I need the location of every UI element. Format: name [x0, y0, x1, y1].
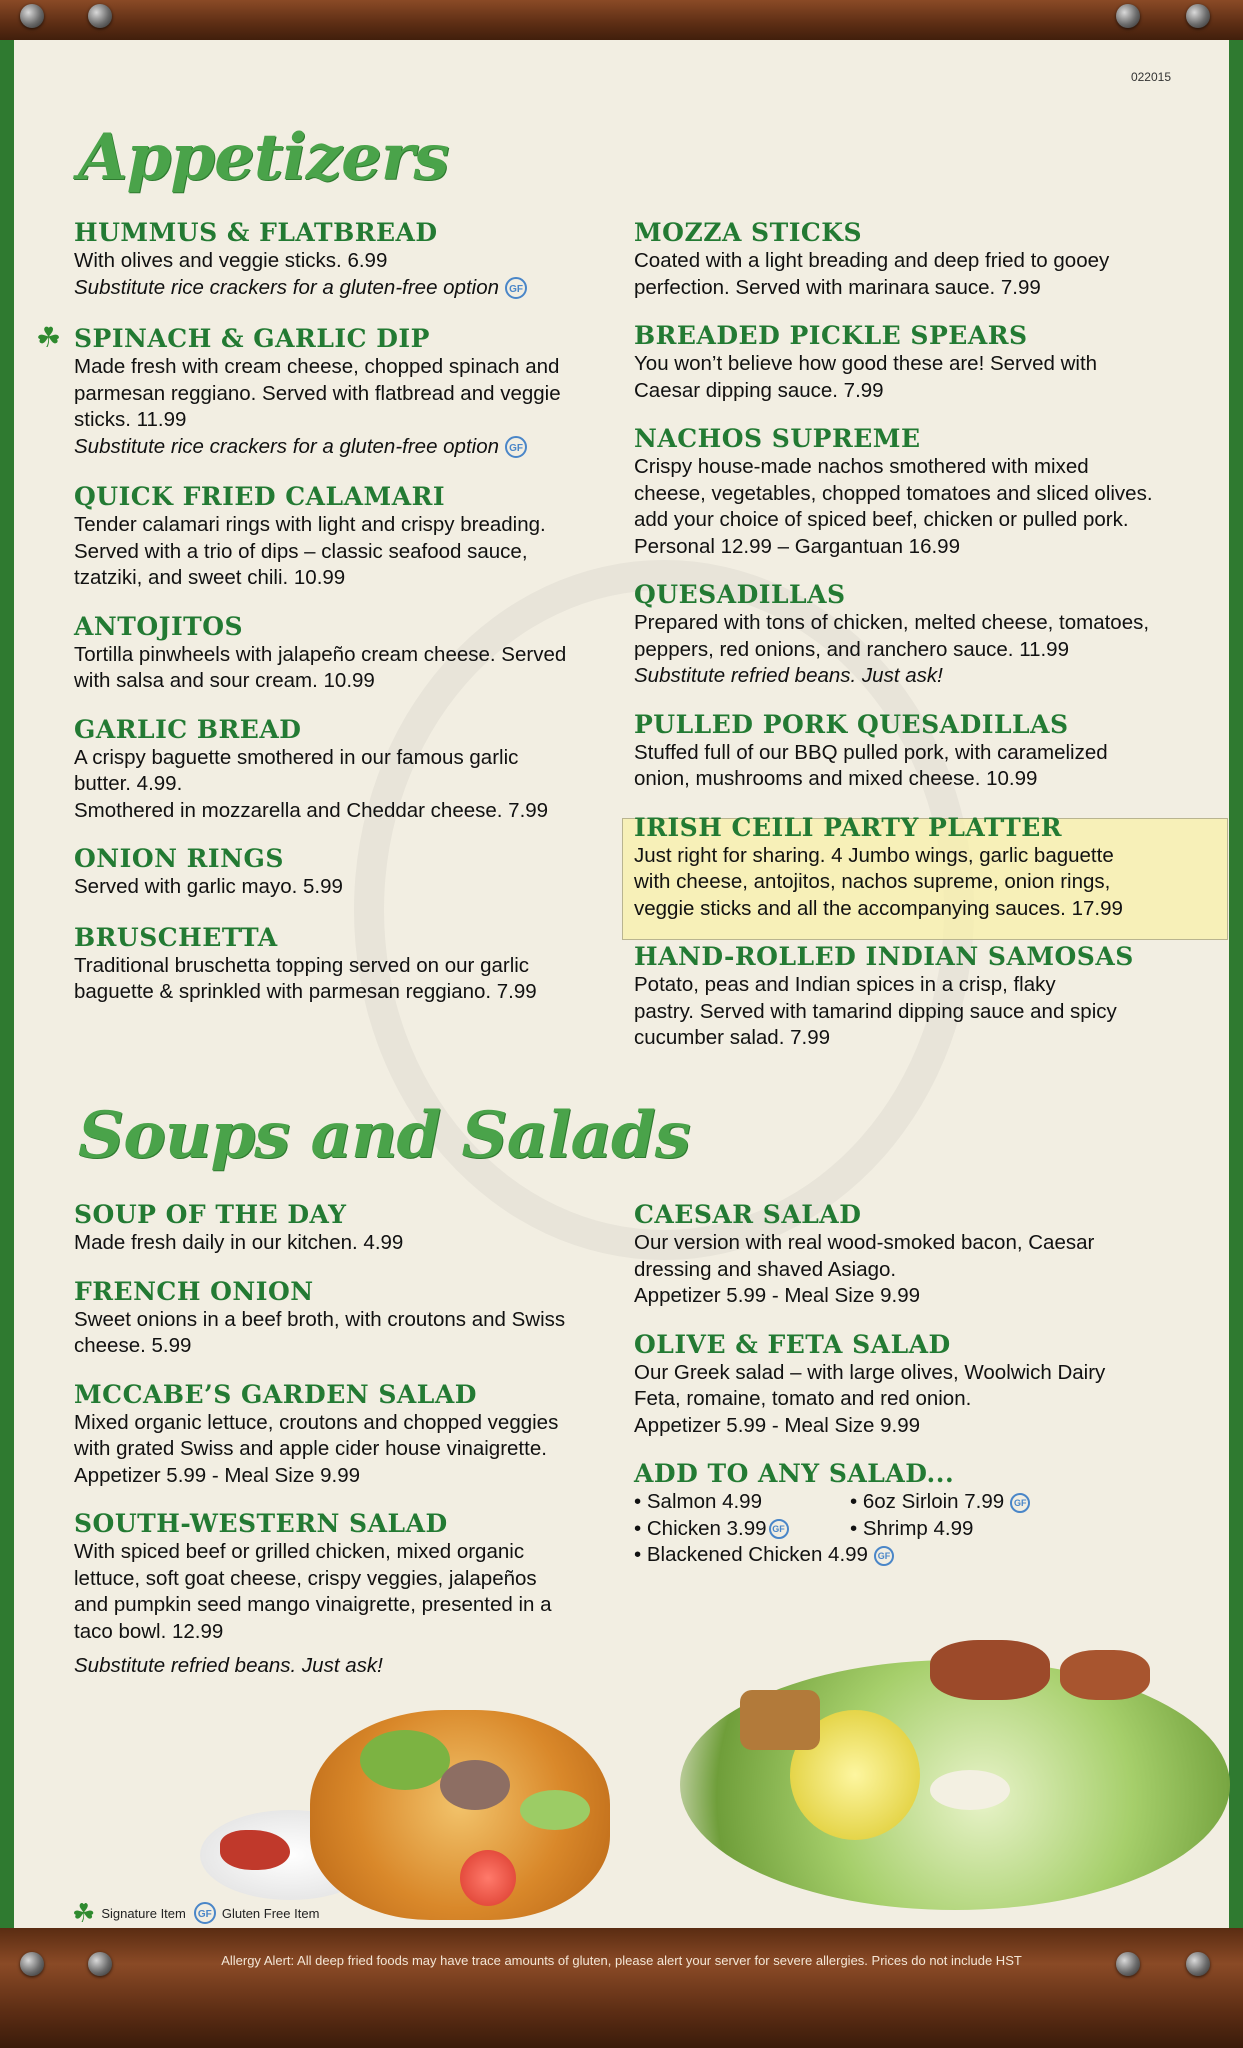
item-desc: Personal 12.99 – Gargantuan 16.99: [634, 534, 960, 558]
gf-badge-icon: GF: [505, 436, 527, 458]
item-desc: Coated with a light breading and deep fried to gooey: [634, 249, 1110, 272]
item-name: BRUSCHETTA: [74, 922, 278, 952]
item-desc: add your choice of spiced beef, chicken or pulled pork.: [634, 508, 1129, 531]
food-photo-caesar-salad: [680, 1620, 1230, 1910]
item-desc: Caesar dipping sauce. 7.99: [634, 378, 884, 402]
gf-badge-icon: GF: [1010, 1493, 1030, 1513]
item-desc: and pumpkin seed mango vinaigrette, presented in a: [74, 1593, 552, 1616]
food-photo-taco-salad: [200, 1690, 720, 1920]
item-name: HAND-ROLLED INDIAN SAMOSAS: [634, 942, 1134, 971]
legend-signature-label: Signature Item: [101, 1905, 186, 1921]
item-desc: with salsa and sour cream. 10.99: [74, 669, 375, 692]
item-name: NACHOS SUPREME: [634, 424, 921, 453]
item-desc: Served with a trio of dips – classic seafood sauce,: [74, 539, 528, 563]
addon-salmon: • Salmon 4.99: [634, 1490, 762, 1513]
addon-row: [634, 1542, 1224, 1569]
item-desc: Mixed organic lettuce, croutons and chopped veggies: [74, 1410, 559, 1434]
item-name: CAESAR SALAD: [634, 1200, 862, 1229]
item-desc: Served with garlic mayo. 5.99: [74, 875, 343, 898]
item-name: QUICK FRIED CALAMARI: [74, 482, 446, 511]
item-desc: Smothered in mozzarella and Cheddar cheese. 7.99: [74, 798, 549, 822]
item-desc: veggie sticks and all the accompanying sauces. 17.99: [634, 896, 1123, 920]
appetizers-left-column: [74, 218, 619, 1006]
item-name: OLIVE & FETA SALAD: [634, 1329, 951, 1359]
menu-item: [634, 218, 1224, 301]
item-name: IRISH CEILI PARTY PLATTER: [634, 812, 1063, 842]
appetizers-title: Appetizers: [78, 120, 449, 195]
menu-item: [74, 844, 619, 901]
item-desc: A crispy baguette smothered in our famous garlic: [74, 745, 519, 769]
item-name: MCCABE’S GARDEN SALAD: [74, 1379, 477, 1409]
item-desc: taco bowl. 12.99: [74, 1619, 224, 1643]
menu-item: [634, 710, 1224, 793]
item-name: HUMMUS & FLATBREAD: [74, 218, 438, 247]
item-desc: perfection. Served with marinara sauce. 7.99: [634, 275, 1041, 299]
menu-item: [74, 1380, 619, 1490]
item-desc: Sweet onions in a beef broth, with croutons and Swiss: [74, 1307, 566, 1331]
menu-code: 022015: [1130, 70, 1171, 84]
bottom-wood-bar: [0, 1928, 1243, 2048]
menu-item: [74, 923, 619, 1006]
menu-item-featured: [634, 813, 1224, 923]
menu-item: [634, 321, 1224, 404]
item-desc: Our Greek salad – with large olives, Woolwich Dairy: [634, 1360, 1106, 1384]
bolt-icon: [88, 4, 112, 28]
gf-badge-icon: GF: [769, 1519, 789, 1539]
gf-badge-icon: GF: [194, 1902, 216, 1924]
item-name: SPINACH & GARLIC DIP: [74, 324, 430, 353]
item-desc: With olives and veggie sticks. 6.99: [74, 249, 388, 272]
item-desc: cheese. 5.99: [74, 1334, 192, 1357]
item-name: FRENCH ONION: [74, 1276, 314, 1306]
gf-badge-icon: GF: [874, 1546, 894, 1566]
item-note: Substitute rice crackers for a gluten-free option GF: [74, 275, 619, 302]
item-name: SOUTH-WESTERN SALAD: [74, 1509, 448, 1538]
item-desc: Made fresh with cream cheese, chopped spinach and: [74, 355, 560, 378]
item-desc: cucumber salad. 7.99: [634, 1026, 831, 1049]
top-wood-bar: [0, 0, 1243, 44]
addon-sirloin: • 6oz Sirloin 7.99 GF: [850, 1489, 1030, 1516]
item-desc: lettuce, soft goat cheese, crispy veggies, jalapeños: [74, 1566, 537, 1590]
item-desc: tzatziki, and sweet chili. 10.99: [74, 566, 346, 589]
soups-salads-title: Soups and Salads: [78, 1098, 690, 1173]
menu-item: [634, 580, 1224, 690]
item-desc: Traditional bruschetta topping served on our garlic: [74, 953, 530, 977]
menu-item: [74, 612, 619, 695]
legend: [72, 1900, 319, 1926]
item-name: PULLED PORK QUESADILLAS: [634, 709, 1069, 739]
item-note: Substitute refried beans. Just ask!: [634, 664, 943, 687]
item-note: Substitute rice crackers for a gluten-free option GF: [74, 434, 619, 461]
bolt-icon: [1186, 4, 1210, 28]
item-desc: Tortilla pinwheels with jalapeño cream cheese. Served: [74, 642, 567, 666]
appetizers-right-column: [634, 218, 1224, 1052]
menu-item: [74, 715, 619, 825]
gf-badge-icon: GF: [505, 277, 527, 299]
shamrock-icon: ☘: [72, 1898, 96, 1928]
item-desc: Just right for sharing. 4 Jumbo wings, garlic baguette: [634, 843, 1114, 867]
item-name: ADD TO ANY SALAD...: [634, 1459, 955, 1488]
item-desc: Feta, romaine, tomato and red onion.: [634, 1387, 972, 1410]
addon-blackened-chicken: • Blackened Chicken 4.99 GF: [634, 1542, 894, 1569]
menu-item: [74, 1277, 619, 1360]
menu-item: [634, 1330, 1224, 1440]
item-desc: cheese, vegetables, chopped tomatoes and sliced olives.: [634, 481, 1153, 505]
item-desc: with cheese, antojitos, nachos supreme, onion rings,: [634, 870, 1111, 893]
item-name: SOUP OF THE DAY: [74, 1200, 347, 1229]
item-desc: baguette & sprinkled with parmesan reggiano. 7.99: [74, 980, 537, 1003]
menu-item: [74, 218, 619, 306]
bolt-icon: [1116, 4, 1140, 28]
item-name: MOZZA STICKS: [634, 218, 863, 247]
allergy-alert: Allergy Alert: All deep fried foods may have trace amounts of gluten, please alert your server for severe allergies. Prices do not include HST: [221, 1953, 1022, 1968]
legend-gluten-free-label: Gluten Free Item: [221, 1905, 320, 1921]
bolt-icon: [20, 4, 44, 28]
item-desc: Appetizer 5.99 - Meal Size 9.99: [634, 1284, 921, 1307]
item-desc: Appetizer 5.99 - Meal Size 9.99: [634, 1413, 921, 1437]
soups-left-column: [74, 1200, 619, 1680]
menu-item: [634, 424, 1224, 560]
item-desc: parmesan reggiano. Served with flatbread and veggie: [74, 381, 561, 405]
menu-item: [74, 1509, 619, 1680]
item-desc: butter. 4.99.: [74, 772, 183, 795]
item-desc: Tender calamari rings with light and crispy breading.: [74, 513, 546, 536]
shamrock-icon: ☘: [36, 322, 62, 353]
item-desc: Crispy house-made nachos smothered with mixed: [634, 455, 1089, 478]
addon-shrimp: • Shrimp 4.99: [850, 1516, 974, 1540]
addon-row: [634, 1489, 1224, 1516]
item-name: BREADED PICKLE SPEARS: [634, 321, 1028, 350]
item-name: ANTOJITOS: [74, 611, 244, 641]
item-desc: Appetizer 5.99 - Meal Size 9.99: [74, 1463, 361, 1487]
item-desc: dressing and shaved Asiago.: [634, 1257, 897, 1281]
item-desc: You won’t believe how good these are! Served with: [634, 352, 1098, 375]
item-name: QUESADILLAS: [634, 580, 846, 609]
item-desc: sticks. 11.99: [74, 408, 187, 431]
item-note: Substitute refried beans. Just ask!: [74, 1654, 383, 1677]
item-name: GARLIC BREAD: [74, 714, 302, 744]
salad-addons: [634, 1459, 1224, 1569]
addon-row: [634, 1516, 1224, 1543]
item-desc: peppers, red onions, and ranchero sauce. 11.99: [634, 637, 1069, 661]
soups-right-column: [634, 1200, 1224, 1569]
item-desc: Prepared with tons of chicken, melted cheese, tomatoes,: [634, 611, 1150, 634]
item-desc: Stuffed full of our BBQ pulled pork, with caramelized: [634, 740, 1108, 764]
addon-chicken: • Chicken 3.99 GF: [634, 1516, 850, 1543]
item-desc: onion, mushrooms and mixed cheese. 10.99: [634, 767, 1038, 790]
menu-item: [634, 1200, 1224, 1310]
item-name: ONION RINGS: [74, 844, 284, 873]
menu-item: [634, 942, 1224, 1052]
item-desc: Potato, peas and Indian spices in a crisp, flaky: [634, 973, 1056, 996]
menu-item: [74, 324, 619, 464]
item-desc: Made fresh daily in our kitchen. 4.99: [74, 1231, 404, 1254]
item-desc: pastry. Served with tamarind dipping sauce and spicy: [634, 999, 1117, 1023]
item-desc: With spiced beef or grilled chicken, mixed organic: [74, 1540, 525, 1563]
item-desc: Our version with real wood-smoked bacon, Caesar: [634, 1231, 1095, 1254]
menu-item: [74, 1200, 619, 1257]
menu-item: [74, 482, 619, 592]
item-desc: with grated Swiss and apple cider house vinaigrette.: [74, 1437, 547, 1460]
